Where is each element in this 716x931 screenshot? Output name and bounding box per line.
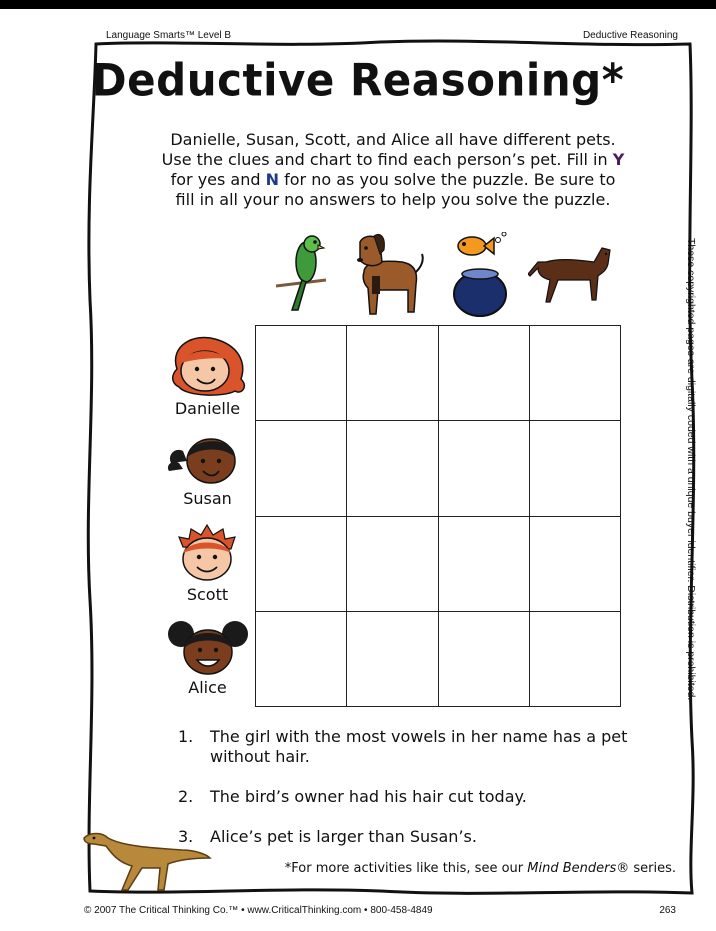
grid-cell[interactable] bbox=[347, 516, 438, 611]
person-danielle bbox=[160, 335, 255, 418]
person-scott bbox=[160, 523, 255, 604]
clue-text: Alice’s pet is larger than Susan’s. bbox=[210, 827, 477, 846]
copyright-notice: These copyrighted pages are digitally coded with a unique buyer identifier. Distribution is prohibited. bbox=[685, 238, 697, 701]
instructions-line-2-text: Use the clues and chart to find each person’s pet. Fill in bbox=[161, 150, 608, 169]
clue-text: The girl with the most vowels in her name has a pet without hair. bbox=[210, 727, 628, 766]
girl-red-hair-icon bbox=[165, 335, 251, 397]
person-name: Alice bbox=[188, 678, 227, 697]
person-alice bbox=[160, 618, 255, 697]
instructions-line-3a: for yes and bbox=[170, 170, 261, 189]
clue-number: 1. bbox=[178, 727, 194, 746]
grid-cell[interactable] bbox=[347, 421, 438, 516]
grid-cell[interactable] bbox=[438, 611, 529, 706]
grid-cell[interactable] bbox=[347, 326, 438, 421]
fish-icon bbox=[448, 232, 522, 320]
person-susan bbox=[160, 433, 255, 508]
footnote bbox=[285, 861, 676, 876]
girl-ponytail-icon bbox=[165, 433, 251, 487]
grid-row-susan bbox=[256, 421, 621, 516]
person-name: Danielle bbox=[174, 399, 241, 418]
instructions-line-3b: for no as you solve the puzzle. Be sure to bbox=[284, 170, 616, 189]
grid-cell[interactable] bbox=[438, 326, 529, 421]
dog-icon bbox=[352, 232, 430, 320]
instructions bbox=[128, 130, 658, 210]
instructions-line-2 bbox=[128, 150, 658, 170]
footnote-suffix: ® series. bbox=[616, 861, 676, 876]
instructions-line-1: Danielle, Susan, Scott, and Alice all have different pets. bbox=[170, 130, 616, 149]
grid-cell[interactable] bbox=[438, 421, 529, 516]
footnote-series: Mind Benders bbox=[527, 861, 617, 876]
person-name: Scott bbox=[186, 585, 229, 604]
bird-icon bbox=[272, 232, 330, 320]
clue-text: The bird’s owner had his hair cut today. bbox=[210, 787, 527, 806]
grid-cell[interactable] bbox=[529, 611, 620, 706]
grid-cell[interactable] bbox=[529, 326, 620, 421]
footnote-prefix: *For more activities like this, see our bbox=[284, 861, 528, 876]
logic-grid bbox=[255, 325, 621, 707]
grid-cell[interactable] bbox=[347, 611, 438, 706]
grid-cell[interactable] bbox=[438, 516, 529, 611]
grid-cell[interactable] bbox=[256, 611, 347, 706]
header-section-title: Deductive Reasoning bbox=[582, 30, 678, 41]
grid-cell[interactable] bbox=[256, 516, 347, 611]
page-number: 263 bbox=[659, 905, 676, 916]
boy-red-hair-icon bbox=[165, 523, 251, 583]
clue-number: 3. bbox=[178, 827, 194, 846]
grid-row-alice bbox=[256, 611, 621, 706]
grid-cell[interactable] bbox=[256, 421, 347, 516]
instructions-line-3 bbox=[128, 170, 658, 190]
list-item bbox=[178, 727, 658, 767]
horse-icon bbox=[528, 240, 620, 310]
instructions-line-4: fill in all your no answers to help you solve the puzzle. bbox=[175, 190, 611, 209]
dinosaur-icon bbox=[82, 828, 212, 894]
no-letter: N bbox=[265, 170, 280, 189]
footer-copyright: © 2007 The Critical Thinking Co.™ • www.CriticalThinking.com • 800-458-4849 bbox=[84, 905, 433, 916]
grid-cell[interactable] bbox=[529, 516, 620, 611]
grid-row-danielle bbox=[256, 326, 621, 421]
person-name: Susan bbox=[183, 489, 232, 508]
yes-letter: Y bbox=[612, 150, 625, 169]
grid-cell[interactable] bbox=[529, 421, 620, 516]
clue-list bbox=[178, 727, 658, 867]
grid-cell[interactable] bbox=[256, 326, 347, 421]
list-item bbox=[178, 787, 658, 807]
list-item bbox=[178, 827, 658, 847]
girl-puffs-icon bbox=[165, 618, 251, 676]
grid-row-scott bbox=[256, 516, 621, 611]
clue-number: 2. bbox=[178, 787, 194, 806]
page-title: Deductive Reasoning* bbox=[91, 54, 625, 107]
header-book-title: Language Smarts™ Level B bbox=[106, 30, 232, 41]
